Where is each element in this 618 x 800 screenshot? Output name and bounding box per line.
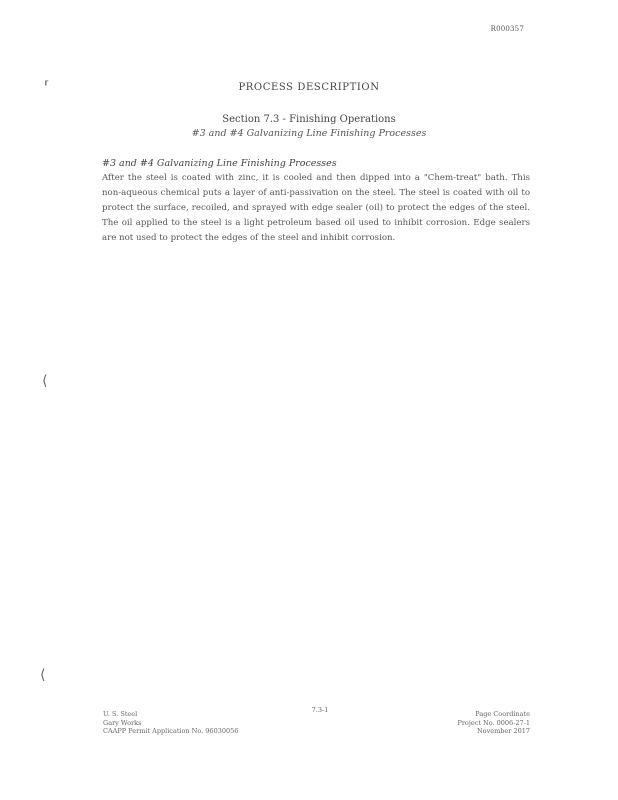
punch-hole-mark-bottom: ⟨ (40, 667, 46, 683)
footer-right-block (457, 710, 530, 736)
punch-hole-mark-top: ⸢ (44, 79, 50, 95)
paragraph-heading: #3 and #4 Galvanizing Line Finishing Processes (102, 158, 337, 169)
footer-date: November 2017 (476, 727, 530, 735)
footer-project-number: Project No. 0006-27-1 (457, 718, 530, 727)
body-paragraph: After the steel is coated with zinc, it is cooled and then dipped into a "Chem-treat" bath. This non-aqueous chemical puts a layer of anti-passivation on the steel. The steel is coated with oil to protect the surface, recoiled, and sprayed with edge sealer (oil) to protect the edges of the steel. The oil applied to the steel is a light petroleum based oil used to inhibit corrosion. Edge sealers are not used to protect the edges of the steel and inhibit corrosion. (102, 173, 530, 243)
footer-facility: Gary Works (103, 718, 142, 727)
section-title: Section 7.3 - Finishing Operations (222, 114, 396, 125)
document-title: PROCESS DESCRIPTION (238, 82, 380, 93)
footer-permit-number: CAAPP Permit Application No. 96030056 (103, 727, 239, 735)
footer-right-line-1: Page Coordinate (475, 710, 530, 718)
punch-hole-mark-middle: ⟨ (42, 373, 48, 389)
document-id: R000357 (490, 25, 524, 33)
section-subtitle: #3 and #4 Galvanizing Line Finishing Processes (191, 128, 427, 139)
page-number: 7.3-1 (311, 706, 329, 714)
footer-left-block (103, 710, 238, 736)
footer-company: U. S. Steel (103, 710, 138, 718)
